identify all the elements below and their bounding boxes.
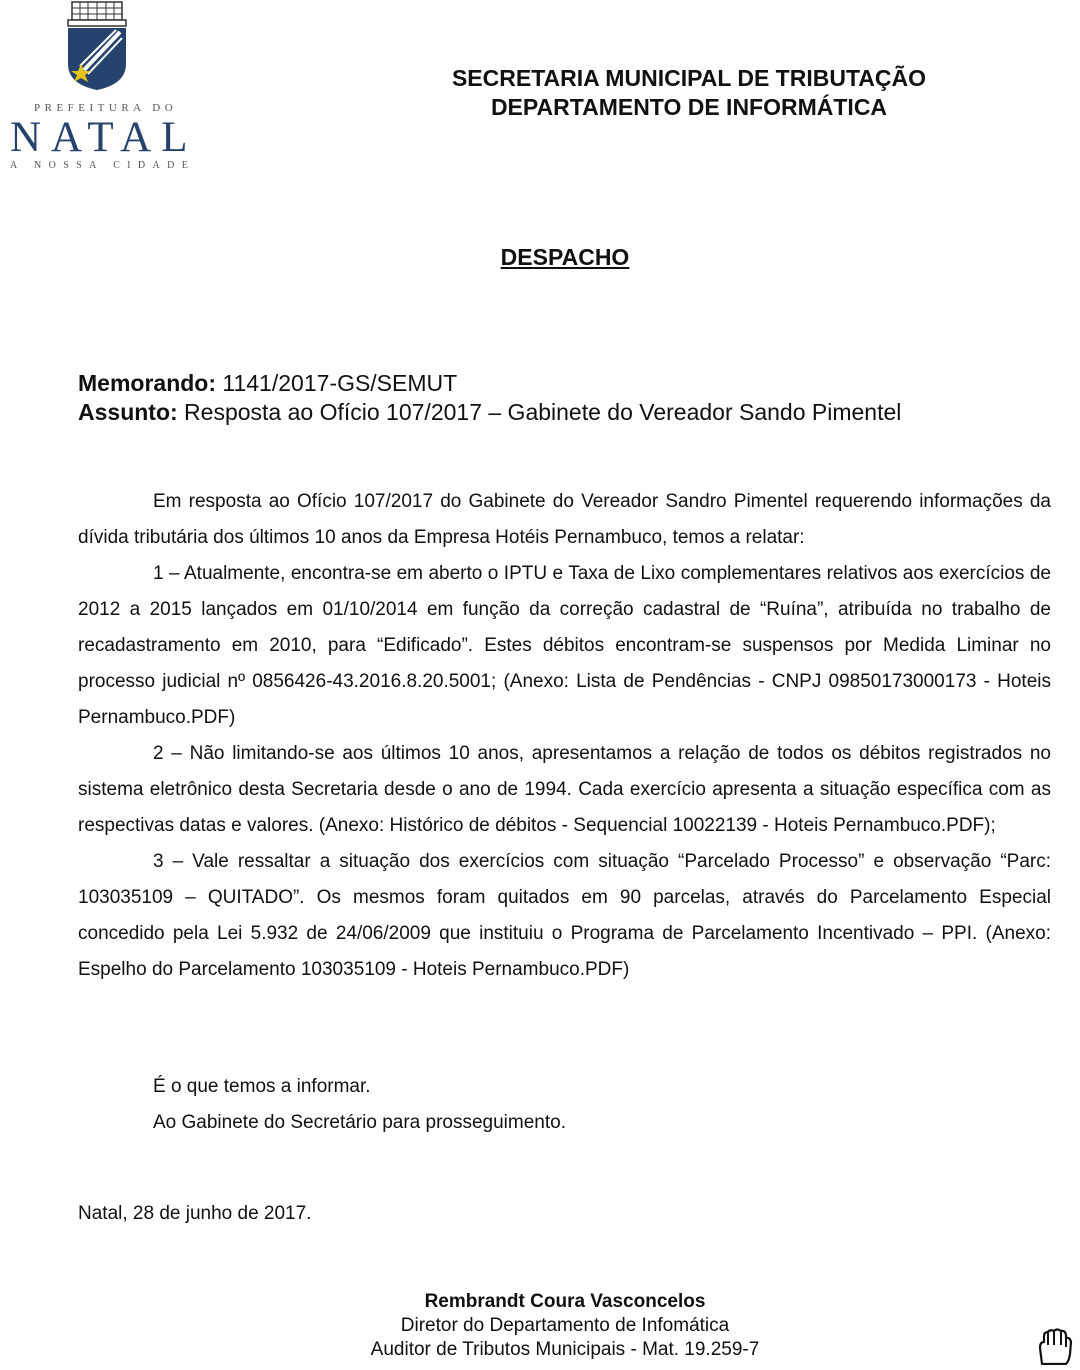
signature-block (300, 1290, 830, 1362)
document-header (300, 64, 1078, 122)
closing-line-2: Ao Gabinete do Secretário para prosseguimento. (153, 1112, 566, 1133)
header-secretaria: SECRETARIA MUNICIPAL DE TRIBUTAÇÃO (451, 65, 927, 91)
signer-role: Diretor do Departamento de Infomática (400, 1315, 730, 1336)
paragraph-item-1: 1 – Atualmente, encontra-se em aberto o IPTU e Taxa de Lixo complementares relativos aos exercícios de 2012 a 2015 lançados em 01/10/2014 em função da correção cadastral de “Ruína”, atribuída no trabalho de recadastramento em 2010, para “Edificado”. Estes débitos encontram-se suspensos por Medida Liminar no processo judicial nº 0856426-43.2016.8.20.5001; (Anexo: Lista de Pendências - CNPJ 09850173000173 - Hoteis Pernambuco.PDF) (78, 563, 1051, 728)
closing-block (153, 1069, 566, 1141)
memo-value: 1141/2017-GS/SEMUT (216, 370, 458, 396)
city-crest-icon (62, 0, 132, 92)
hand-cursor-icon (1036, 1328, 1076, 1370)
document-date: Natal, 28 de junho de 2017. (78, 1203, 312, 1224)
document-title: DESPACHO (500, 244, 630, 270)
paragraph-item-3: 3 – Vale ressaltar a situação dos exercícios com situação “Parcelado Processo” e observação “Parc: 103035109 – QUITADO”. Os mesmos foram quitados em 90 parcelas, através do Parcelamento Especial concedido pela Lei 5.932 de 24/06/2009 que instituiu o Programa de Parcelamento Incentivado – PPI. (Anexo: Espelho do Parcelamento 103035109 - Hoteis Pernambuco.PDF) (78, 851, 1051, 980)
subject-line (78, 398, 901, 427)
memo-label: Memorando: (78, 370, 216, 396)
logo-prefeitura-text: PREFEITURA DO (34, 102, 178, 114)
body-text (78, 484, 1051, 988)
subject-label: Assunto: (78, 399, 178, 425)
logo-city-name: NATAL (10, 114, 198, 161)
subject-value: Resposta ao Ofício 107/2017 – Gabinete do Vereador Sando Pimentel (177, 399, 902, 425)
paragraph-item-2: 2 – Não limitando-se aos últimos 10 anos, apresentamos a relação de todos os débitos registrados no sistema eletrônico desta Secretaria desde o ano de 1994. Cada exercício apresenta a situação específica com as respectivas datas e valores. (Anexo: Histórico de débitos - Sequencial 10022139 - Hoteis Pernambuco.PDF); (78, 743, 1051, 836)
paragraph-intro: Em resposta ao Ofício 107/2017 do Gabinete do Vereador Sandro Pimentel requerendo informações da dívida tributária dos últimos 10 anos da Empresa Hotéis Pernambuco, temos a relatar: (78, 491, 1051, 548)
header-departamento: DEPARTAMENTO DE INFORMÁTICA (490, 94, 888, 120)
memo-line (78, 369, 901, 398)
closing-line-1: É o que temos a informar. (153, 1076, 371, 1097)
signer-title: Auditor de Tributos Municipais - Mat. 19.259-7 (370, 1339, 760, 1360)
memo-block (78, 369, 901, 427)
signer-name: Rembrandt Coura Vasconcelos (424, 1291, 706, 1312)
prefeitura-logo (4, 0, 198, 180)
logo-tagline: A NOSSA CIDADE (10, 160, 196, 171)
